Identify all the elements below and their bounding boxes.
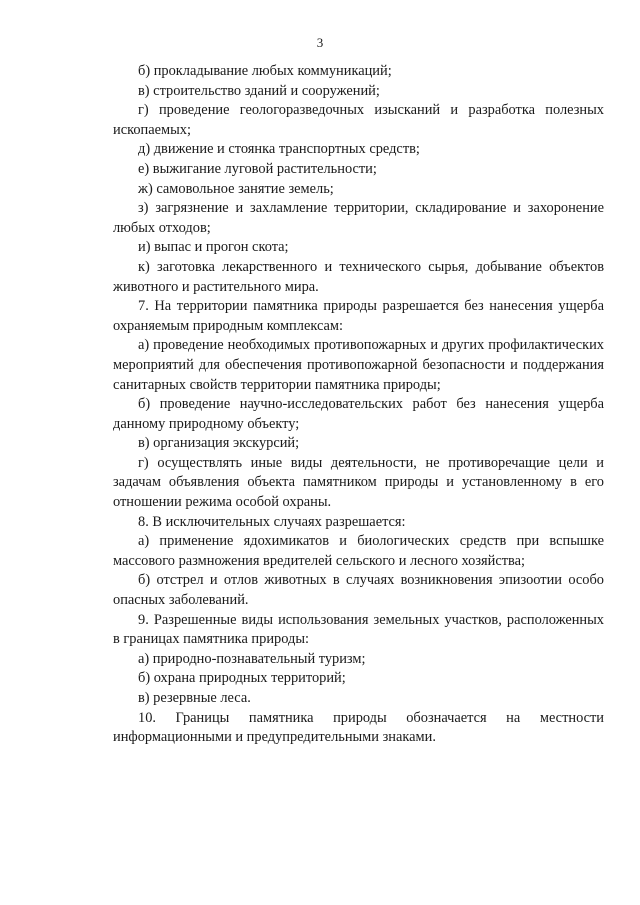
list-item-d-traffic: д) движение и стоянка транспортных средств; xyxy=(138,141,420,158)
list-item-a-fire-safety: а) проведение необходимых противопожарных и других профилактических мероприятий для обеспечения противопожарной безопасности и поддержания санитарных свойств территории памятника природы; xyxy=(113,337,604,393)
section-7-allowed: 7. На территории памятника природы разрешается без нанесения ущерба охраняемым природным комплексам: xyxy=(113,298,604,334)
list-item-g-other-activities: г) осуществлять иные виды деятельности, не противоречащие цели и задачам объявления объекта памятником природы и установленному в его отношении режима особой охраны. xyxy=(113,454,604,511)
list-item-e-burning: е) выжигание луговой растительности; xyxy=(138,160,377,177)
list-item-v-reserve-forests: в) резервные леса. xyxy=(138,690,251,706)
section-9-permitted-uses: 9. Разрешенные виды использования земельных участков, расположенных в границах памятника природы: xyxy=(113,611,604,648)
list-item-b-research: б) проведение научно-исследовательских работ без нанесения ущерба данному природному объекту; xyxy=(113,396,604,432)
list-item-b-hunting: б) отстрел и отлов животных в случаях возникновения эпизоотии особо опасных заболеваний. xyxy=(113,572,604,609)
list-item-a-pesticides: а) применение ядохимикатов и биологических средств при вспышке массового размножения вредителей сельского и лесного хозяйства; xyxy=(113,533,604,569)
page-number: 3 xyxy=(316,35,324,50)
list-item-i-grazing: и) выпас и прогон скота; xyxy=(138,239,289,256)
document-body xyxy=(113,62,604,748)
list-item-z-pollution: з) загрязнение и захламление территории, складирование и захоронение любых отходов; xyxy=(113,200,604,236)
list-item-b-communications: б) прокладывание любых коммуникаций; xyxy=(138,63,392,79)
list-item-v-excursions: в) организация экскурсий; xyxy=(138,435,300,452)
list-item-a-tourism: а) природно-познавательный туризм; xyxy=(138,650,366,667)
list-item-b-protection: б) охрана природных территорий; xyxy=(138,670,346,687)
list-item-zh-land-seizure: ж) самовольное занятие земель; xyxy=(138,180,334,197)
list-item-v-construction: в) строительство зданий и сооружений; xyxy=(138,82,380,99)
section-8-exceptional: 8. В исключительных случаях разрешается: xyxy=(138,513,406,530)
section-10-boundaries: 10. Границы памятника природы обозначается на местности информационными и предупредительными знаками. xyxy=(113,709,604,746)
list-item-k-harvesting: к) заготовка лекарственного и технического сырья, добывание объектов животного и растительного мира. xyxy=(113,258,604,295)
list-item-g-geology: г) проведение геологоразведочных изысканий и разработка полезных ископаемых; xyxy=(113,102,604,138)
